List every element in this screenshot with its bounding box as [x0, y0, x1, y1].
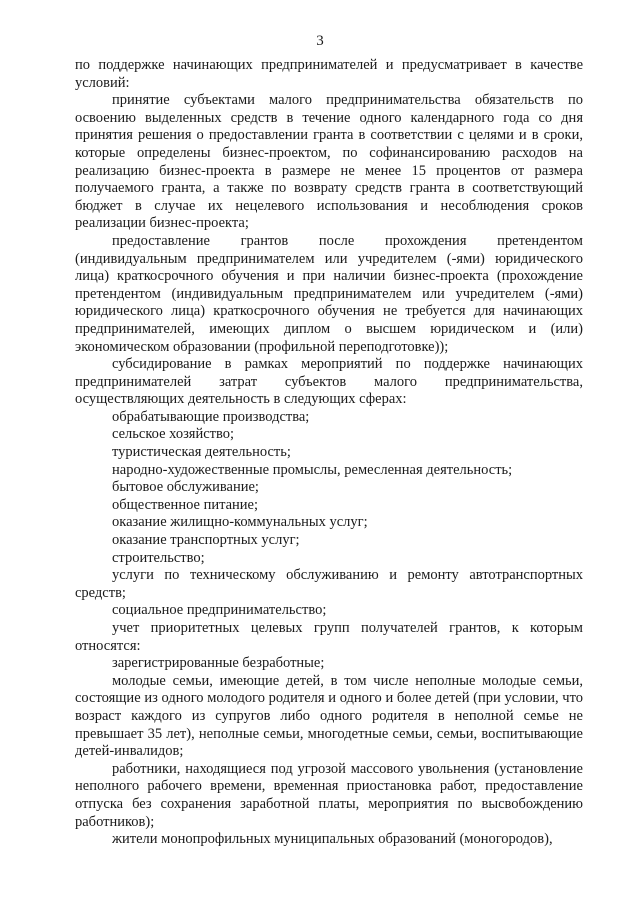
paragraph-grant-training: предоставление грантов после прохождения претендентом (индивидуальным предпринимателем или учредителем (-ями) юридического лица) краткосрочного обучения и при наличии бизнес-проекта (прохождение претендентом (индивидуальным предпринимателем или учредителем (-ями) юридического лица) краткосрочного обучения не требуется для начинающих предпринимателей, имеющих диплом о высшем юридическом и (или) экономическом образовании (профильной переподготовке)); [75, 232, 583, 355]
document-body [75, 57, 583, 849]
list-item: строительство; [112, 549, 205, 566]
list-item: зарегистрированные безработные; [112, 655, 325, 672]
list-item: сельское хозяйство; [112, 426, 235, 443]
list-item: туристическая деятельность; [112, 444, 291, 461]
list-item: молодые семьи, имеющие детей, в том числе неполные молодые семьи, состоящие из одного молодого родителя и одного и более детей (при условии, что возраст каждого из супругов либо одного родителя в неполной семье не превышает 35 лет), неполные семьи, многодетные семьи, семьи, воспитывающие детей-инвалидов; [75, 672, 583, 760]
paragraph-subsidy-spheres: субсидирование в рамках мероприятий по поддержке начинающих предпринимателей затрат субъектов малого предпринимательства, осуществляющих деятельность в следующих сферах: [75, 356, 583, 408]
paragraph-priority-groups: учет приоритетных целевых групп получателей грантов, к которым относятся: [75, 620, 583, 654]
list-item: народно-художественные промыслы, ремесленная деятельность; [112, 461, 513, 478]
page-number: 3 [316, 33, 324, 49]
list-item: социальное предпринимательство; [112, 602, 327, 619]
list-item: общественное питание; [112, 496, 259, 513]
list-item: обрабатывающие производства; [112, 408, 310, 425]
paragraph-intro: по поддержке начинающих предпринимателей и предусматривает в качестве условий: [75, 57, 583, 91]
paragraph-obligations: принятие субъектами малого предпринимательства обязательств по освоению выделенных средств в течение одного календарного года со дня принятия решения о предоставлении гранта в соответствии с целями и в сроки, которые определены бизнес-проектом, по софинансированию расходов на реализацию бизнес-проекта в размере не менее 15 процентов от размера получаемого гранта, а также по возврату средств гранта в соответствующий бюджет в случае их нецелевого использования и несоблюдения сроков реализации бизнес-проекта; [75, 92, 583, 232]
list-item: работники, находящиеся под угрозой массового увольнения (установление неполного рабочего времени, временная приостановка работ, предоставление отпуска без сохранения заработной платы, мероприятия по высвобождению работников); [75, 760, 583, 830]
list-item: жители монопрофильных муниципальных образований (моногородов), [112, 831, 553, 848]
list-item: услуги по техническому обслуживанию и ремонту автотранспортных средств; [75, 567, 583, 601]
list-item: бытовое обслуживание; [112, 479, 259, 496]
list-item: оказание транспортных услуг; [112, 532, 300, 549]
list-item: оказание жилищно-коммунальных услуг; [112, 514, 368, 531]
